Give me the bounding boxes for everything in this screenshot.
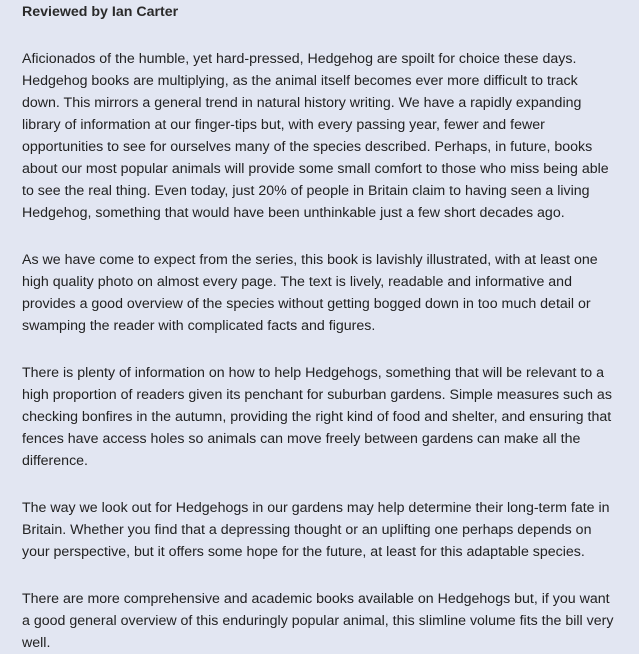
review-paragraph-2: As we have come to expect from the series, this book is lavishly illustrated, with at least one high quality photo on almost every page. The text is lively, readable and informative and provides a good overview of the species without getting bogged down in too much detail or swamping the reader with complicated facts and figures. [22,252,598,334]
review-paragraph-4: The way we look out for Hedgehogs in our gardens may help determine their long-term fate in Britain. Whether you find that a depressing thought or an uplifting one perhaps depends on your perspective, but it offers some hope for the future, at least for this adaptable species. [22,500,610,560]
review-paragraph-3: There is plenty of information on how to help Hedgehogs, something that will be relevant to a high proportion of readers given its penchant for suburban gardens. Simple measures such as checking bonfires in the autumn, providing the right kind of food and shelter, and ensuring that fences have access holes so animals can move freely between gardens can make all the difference. [22,365,612,469]
review-paragraph-5: There are more comprehensive and academic books available on Hedgehogs but, if you want a good general overview of this enduringly popular animal, this slimline volume fits the bill very well. [22,591,614,651]
review-paragraph-1: Aficionados of the humble, yet hard-pressed, Hedgehog are spoilt for choice these days. Hedgehog books are multiplying, as the animal itself becomes ever more difficult to track down. This mirrors a general trend in natural history writing. We have a rapidly expanding library of information at our finger-tips but, with every passing year, fewer and fewer opportunities to see for ourselves many of the species described. Perhaps, in future, books about our most popular animals will provide some small comfort to those who miss being able to see the real thing. Even today, just 20% of people in Britain claim to having seen a living Hedgehog, something that would have been unthinkable just a few short decades ago. [22,51,609,221]
reviewer-byline: Reviewed by Ian Carter [22,4,179,20]
